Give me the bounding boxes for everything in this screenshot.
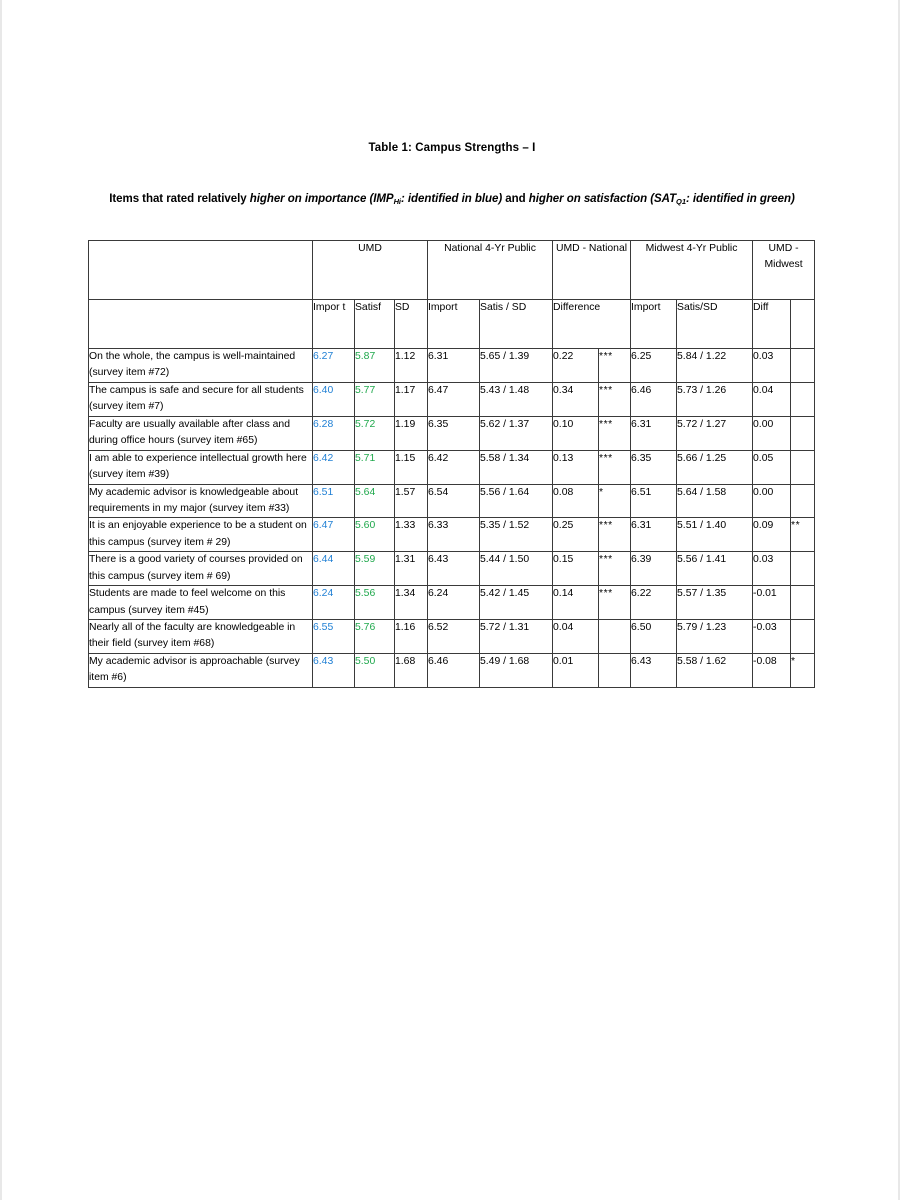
- cell-umd-sd: 1.57: [395, 484, 428, 518]
- cell-national-satis-sd: 5.58 / 1.34: [480, 450, 553, 484]
- cell-umd-import: 6.47: [313, 518, 355, 552]
- cell-national-satis-sd: 5.49 / 1.68: [480, 653, 553, 687]
- cell-midwest-diff: -0.03: [753, 620, 791, 654]
- cell-national-import: 6.31: [428, 349, 480, 383]
- subtitle-conjunction: and: [502, 193, 529, 205]
- table-row: [89, 450, 815, 484]
- cell-national-import: 6.24: [428, 586, 480, 620]
- cell-item: My academic advisor is approachable (survey item #6): [89, 653, 313, 687]
- cell-national-difference: 0.01: [553, 653, 599, 687]
- cell-national-difference: 0.15: [553, 552, 599, 586]
- table-row: [89, 653, 815, 687]
- header-midwest-group: Midwest 4-Yr Public: [631, 241, 753, 300]
- cell-umd-satisf: 5.72: [355, 416, 395, 450]
- cell-item: There is a good variety of courses provided on this campus (survey item # 69): [89, 552, 313, 586]
- subtitle-sat-close: : identified in green): [685, 193, 795, 205]
- cell-umd-sd: 1.34: [395, 586, 428, 620]
- cell-midwest-satis-sd: 5.79 / 1.23: [677, 620, 753, 654]
- cell-midwest-import: 6.22: [631, 586, 677, 620]
- cell-umd-satisf: 5.64: [355, 484, 395, 518]
- cell-midwest-satis-sd: 5.66 / 1.25: [677, 450, 753, 484]
- header-national-import: Import: [428, 300, 480, 349]
- cell-umd-sd: 1.15: [395, 450, 428, 484]
- cell-national-import: 6.52: [428, 620, 480, 654]
- cell-midwest-significance: **: [791, 518, 815, 552]
- cell-national-difference: 0.13: [553, 450, 599, 484]
- cell-national-difference: 0.22: [553, 349, 599, 383]
- cell-national-difference: 0.04: [553, 620, 599, 654]
- table-row: [89, 552, 815, 586]
- subtitle-italic-importance: higher on importance: [249, 193, 367, 205]
- cell-national-satis-sd: 5.72 / 1.31: [480, 620, 553, 654]
- cell-umd-import: 6.44: [313, 552, 355, 586]
- table-row: [89, 518, 815, 552]
- cell-umd-import: 6.40: [313, 382, 355, 416]
- cell-midwest-satis-sd: 5.64 / 1.58: [677, 484, 753, 518]
- subtitle-imp-close: : identified in blue): [400, 193, 503, 205]
- table-row: [89, 416, 815, 450]
- cell-umd-import: 6.55: [313, 620, 355, 654]
- subtitle-imp-open: (IMP: [366, 193, 394, 205]
- cell-umd-import: 6.51: [313, 484, 355, 518]
- cell-item: It is an enjoyable experience to be a student on this campus (survey item # 29): [89, 518, 313, 552]
- subtitle-italic-satisfaction: higher on satisfaction: [528, 193, 648, 205]
- header-item-group: [89, 241, 313, 300]
- table-column-header-row: [89, 300, 815, 349]
- cell-midwest-satis-sd: 5.58 / 1.62: [677, 653, 753, 687]
- cell-item: I am able to experience intellectual growth here (survey item #39): [89, 450, 313, 484]
- cell-national-satis-sd: 5.43 / 1.48: [480, 382, 553, 416]
- cell-midwest-diff: 0.09: [753, 518, 791, 552]
- cell-umd-satisf: 5.56: [355, 586, 395, 620]
- cell-national-significance: [599, 620, 631, 654]
- cell-national-satis-sd: 5.56 / 1.64: [480, 484, 553, 518]
- cell-midwest-significance: *: [791, 653, 815, 687]
- cell-umd-satisf: 5.60: [355, 518, 395, 552]
- cell-national-significance: ***: [599, 416, 631, 450]
- cell-umd-sd: 1.12: [395, 349, 428, 383]
- cell-national-import: 6.42: [428, 450, 480, 484]
- subtitle-sat-subscript: Q1: [676, 197, 686, 206]
- cell-umd-sd: 1.33: [395, 518, 428, 552]
- cell-umd-sd: 1.31: [395, 552, 428, 586]
- cell-national-significance: *: [599, 484, 631, 518]
- cell-item: Faculty are usually available after class and during office hours (survey item #65): [89, 416, 313, 450]
- cell-midwest-satis-sd: 5.51 / 1.40: [677, 518, 753, 552]
- header-umd-group: UMD: [313, 241, 428, 300]
- cell-midwest-satis-sd: 5.84 / 1.22: [677, 349, 753, 383]
- cell-midwest-diff: 0.03: [753, 552, 791, 586]
- cell-midwest-import: 6.35: [631, 450, 677, 484]
- cell-national-import: 6.35: [428, 416, 480, 450]
- cell-umd-satisf: 5.71: [355, 450, 395, 484]
- header-item-column: [89, 300, 313, 349]
- cell-midwest-significance: [791, 349, 815, 383]
- cell-umd-import: 6.27: [313, 349, 355, 383]
- cell-national-significance: ***: [599, 349, 631, 383]
- cell-national-import: 6.46: [428, 653, 480, 687]
- cell-national-significance: ***: [599, 518, 631, 552]
- campus-strengths-table: [88, 240, 815, 688]
- cell-midwest-satis-sd: 5.57 / 1.35: [677, 586, 753, 620]
- cell-midwest-import: 6.39: [631, 552, 677, 586]
- cell-midwest-import: 6.46: [631, 382, 677, 416]
- cell-national-import: 6.33: [428, 518, 480, 552]
- cell-umd-sd: 1.17: [395, 382, 428, 416]
- cell-umd-sd: 1.19: [395, 416, 428, 450]
- cell-midwest-diff: 0.00: [753, 416, 791, 450]
- subtitle-lead: Items that rated relatively: [109, 193, 250, 205]
- cell-midwest-diff: 0.03: [753, 349, 791, 383]
- cell-national-significance: ***: [599, 450, 631, 484]
- cell-midwest-satis-sd: 5.56 / 1.41: [677, 552, 753, 586]
- cell-midwest-diff: 0.04: [753, 382, 791, 416]
- cell-national-satis-sd: 5.62 / 1.37: [480, 416, 553, 450]
- cell-item: On the whole, the campus is well-maintained (survey item #72): [89, 349, 313, 383]
- header-midwest-diff: Diff: [753, 300, 791, 349]
- cell-midwest-significance: [791, 620, 815, 654]
- header-midwest-satis-sd: Satis/SD: [677, 300, 753, 349]
- cell-national-satis-sd: 5.35 / 1.52: [480, 518, 553, 552]
- cell-national-import: 6.47: [428, 382, 480, 416]
- cell-midwest-diff: -0.01: [753, 586, 791, 620]
- cell-midwest-significance: [791, 382, 815, 416]
- table-body: [89, 349, 815, 688]
- cell-midwest-import: 6.31: [631, 416, 677, 450]
- cell-item: The campus is safe and secure for all students (survey item #7): [89, 382, 313, 416]
- cell-national-satis-sd: 5.65 / 1.39: [480, 349, 553, 383]
- table-row: [89, 382, 815, 416]
- cell-midwest-significance: [791, 416, 815, 450]
- cell-umd-import: 6.42: [313, 450, 355, 484]
- cell-umd-satisf: 5.77: [355, 382, 395, 416]
- subtitle-imp-subscript: Hi: [393, 197, 401, 206]
- table-row: [89, 349, 815, 383]
- cell-midwest-significance: [791, 484, 815, 518]
- header-midwest-sig: [791, 300, 815, 349]
- header-umd-import: Impor t: [313, 300, 355, 349]
- header-umd-sd: SD: [395, 300, 428, 349]
- header-national-satis-sd: Satis / SD: [480, 300, 553, 349]
- page-subtitle: [2, 193, 900, 205]
- cell-national-satis-sd: 5.44 / 1.50: [480, 552, 553, 586]
- cell-national-difference: 0.25: [553, 518, 599, 552]
- cell-item: My academic advisor is knowledgeable about requirements in my major (survey item #33): [89, 484, 313, 518]
- cell-national-import: 6.43: [428, 552, 480, 586]
- table-row: [89, 620, 815, 654]
- cell-midwest-satis-sd: 5.72 / 1.27: [677, 416, 753, 450]
- cell-umd-satisf: 5.76: [355, 620, 395, 654]
- cell-national-significance: ***: [599, 382, 631, 416]
- cell-national-difference: 0.34: [553, 382, 599, 416]
- page-title: Table 1: Campus Strengths – I: [368, 142, 536, 154]
- cell-national-significance: ***: [599, 586, 631, 620]
- cell-umd-satisf: 5.87: [355, 349, 395, 383]
- subtitle-sat-open: (SAT: [647, 193, 677, 205]
- cell-midwest-diff: -0.08: [753, 653, 791, 687]
- cell-umd-import: 6.43: [313, 653, 355, 687]
- cell-midwest-import: 6.25: [631, 349, 677, 383]
- cell-national-import: 6.54: [428, 484, 480, 518]
- cell-umd-import: 6.28: [313, 416, 355, 450]
- cell-midwest-significance: [791, 450, 815, 484]
- header-umd-midwest-group: UMD - Midwest: [753, 241, 815, 300]
- cell-umd-import: 6.24: [313, 586, 355, 620]
- cell-midwest-import: 6.50: [631, 620, 677, 654]
- cell-midwest-import: 6.51: [631, 484, 677, 518]
- cell-umd-sd: 1.68: [395, 653, 428, 687]
- table-row: [89, 484, 815, 518]
- cell-national-difference: 0.10: [553, 416, 599, 450]
- cell-midwest-satis-sd: 5.73 / 1.26: [677, 382, 753, 416]
- cell-midwest-significance: [791, 552, 815, 586]
- header-umd-satisf: Satisf: [355, 300, 395, 349]
- header-national-difference: Difference: [553, 300, 631, 349]
- cell-umd-satisf: 5.50: [355, 653, 395, 687]
- cell-midwest-diff: 0.00: [753, 484, 791, 518]
- table-header: [89, 241, 815, 349]
- header-midwest-import: Import: [631, 300, 677, 349]
- cell-national-satis-sd: 5.42 / 1.45: [480, 586, 553, 620]
- cell-midwest-import: 6.31: [631, 518, 677, 552]
- cell-national-difference: 0.08: [553, 484, 599, 518]
- cell-national-significance: [599, 653, 631, 687]
- cell-midwest-diff: 0.05: [753, 450, 791, 484]
- cell-national-significance: ***: [599, 552, 631, 586]
- cell-umd-sd: 1.16: [395, 620, 428, 654]
- cell-midwest-import: 6.43: [631, 653, 677, 687]
- header-umd-national-group: UMD - National: [553, 241, 631, 300]
- table-group-header-row: [89, 241, 815, 300]
- cell-midwest-significance: [791, 586, 815, 620]
- cell-item: Nearly all of the faculty are knowledgeable in their field (survey item #68): [89, 620, 313, 654]
- cell-item: Students are made to feel welcome on this campus (survey item #45): [89, 586, 313, 620]
- header-national-group: National 4-Yr Public: [428, 241, 553, 300]
- cell-umd-satisf: 5.59: [355, 552, 395, 586]
- cell-national-difference: 0.14: [553, 586, 599, 620]
- table-row: [89, 586, 815, 620]
